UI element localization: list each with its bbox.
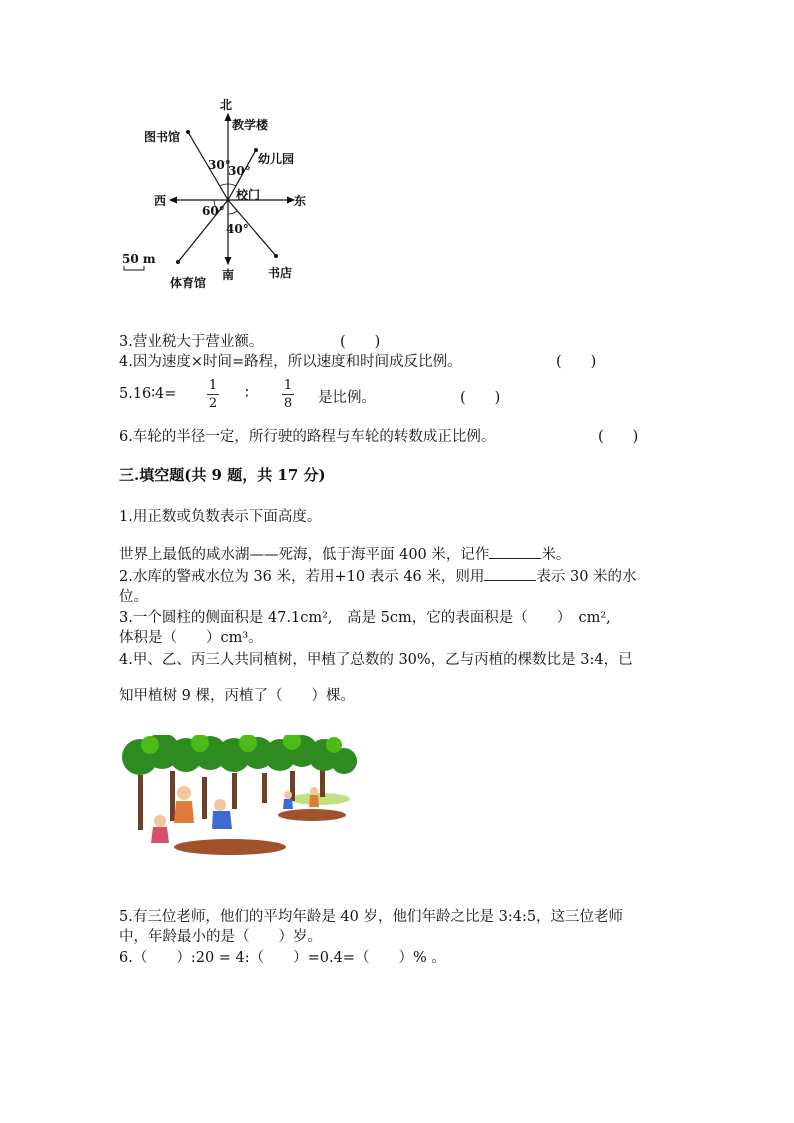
fill-q5: 5.有三位老师，他们的平均年龄是 40 岁，他们年龄之比是 3:4:5，这三位老师 bbox=[119, 909, 624, 925]
fraction-2-numerator: 1 bbox=[283, 378, 293, 393]
judge-q3 bbox=[119, 330, 263, 351]
teaching-building-label: 教学楼 bbox=[232, 118, 269, 132]
section-title: 三.填空题(共 9 题，共 17 分) bbox=[119, 466, 326, 484]
judge-q6-text: 6.车轮的半径一定，所行驶的路程与车轮的转数成正比例。 bbox=[119, 429, 496, 445]
judge-q5-suffix: 是比例。 bbox=[318, 390, 376, 406]
fill-q1-sub-text-b: 米。 bbox=[541, 547, 571, 563]
fraction-1-denominator: 2 bbox=[208, 396, 218, 411]
south-label: 南 bbox=[222, 268, 235, 282]
judge-q5-fraction-2 bbox=[281, 378, 295, 413]
gym-label: 体育馆 bbox=[170, 276, 207, 290]
fill-q4: 4.甲、乙、丙三人共同植树，甲植了总数的 30%，乙与丙植的棵数比是 3:4，已 bbox=[119, 652, 633, 668]
direction-diagram bbox=[110, 92, 320, 292]
tree-planting-image bbox=[120, 735, 360, 857]
west-label: 西 bbox=[154, 194, 167, 208]
judge-q4-text: 4.因为速度×时间=路程，所以速度和时间成反比例。 bbox=[119, 354, 462, 370]
judge-q5-colon: ∶ bbox=[245, 386, 249, 402]
fill-q1-sub bbox=[119, 543, 570, 564]
angle-gym-label: 60° bbox=[202, 204, 225, 218]
scale-bar bbox=[124, 266, 144, 270]
north-label: 北 bbox=[220, 98, 233, 112]
fill-q2-cont: 位。 bbox=[119, 589, 148, 605]
fraction-2-denominator: 8 bbox=[283, 396, 293, 411]
judge-q6 bbox=[119, 425, 495, 446]
fill-q2-text-b: 表示 30 米的水 bbox=[536, 569, 637, 585]
judge-q6-paren[interactable]: ( ) bbox=[598, 429, 639, 445]
fill-q4-cont: 知甲植树 9 棵，丙植了（ ）棵。 bbox=[119, 688, 355, 704]
fill-q1-blank[interactable] bbox=[489, 545, 541, 559]
angle-library-label: 30° bbox=[208, 158, 231, 172]
fill-q1-sub-text-a: 世界上最低的咸水湖——死海，低于海平面 400 米，记作 bbox=[119, 547, 490, 563]
fill-q3-cont: 体积是（ ）cm³。 bbox=[119, 630, 263, 646]
library-label: 图书馆 bbox=[144, 130, 181, 144]
tree-planting-illustration bbox=[120, 735, 360, 857]
fraction-1-numerator: 1 bbox=[208, 378, 218, 393]
fill-q2 bbox=[119, 565, 637, 586]
fill-q2-blank[interactable] bbox=[484, 567, 536, 581]
bookstore-label: 书店 bbox=[268, 266, 293, 280]
angle-kindergarten-label: 30° bbox=[228, 164, 251, 178]
judge-q5-fraction-1 bbox=[206, 378, 220, 413]
fill-q1: 1.用正数或负数表示下面高度。 bbox=[119, 509, 322, 525]
judge-q3-paren[interactable]: ( ) bbox=[340, 334, 381, 350]
fill-q2-text-a: 2.水库的警戒水位为 36 米，若用+10 表示 46 米，则用 bbox=[119, 569, 485, 585]
east-label: 东 bbox=[294, 194, 307, 208]
judge-q4 bbox=[119, 350, 462, 371]
angle-bookstore-label: 40° bbox=[226, 222, 249, 236]
fill-q3: 3.一个圆柱的侧面积是 47.1cm², 高是 5cm，它的表面积是（ ） cm², bbox=[119, 610, 611, 626]
scale-label: 50 m bbox=[122, 252, 156, 266]
school-gate-label: 校门 bbox=[236, 188, 261, 202]
fill-q6: 6.（ ）:20 = 4:（ ）=0.4=（ ）% 。 bbox=[119, 950, 446, 966]
judge-q5-paren[interactable]: ( ) bbox=[460, 390, 501, 406]
kindergarten-label: 幼儿园 bbox=[258, 152, 295, 166]
fill-q5-cont: 中，年龄最小的是（ ）岁。 bbox=[119, 929, 322, 945]
judge-q5-prefix: 5.16∶4= bbox=[119, 386, 177, 402]
judge-q3-text: 3.营业税大于营业额。 bbox=[119, 334, 264, 350]
judge-q4-paren[interactable]: ( ) bbox=[556, 354, 597, 370]
